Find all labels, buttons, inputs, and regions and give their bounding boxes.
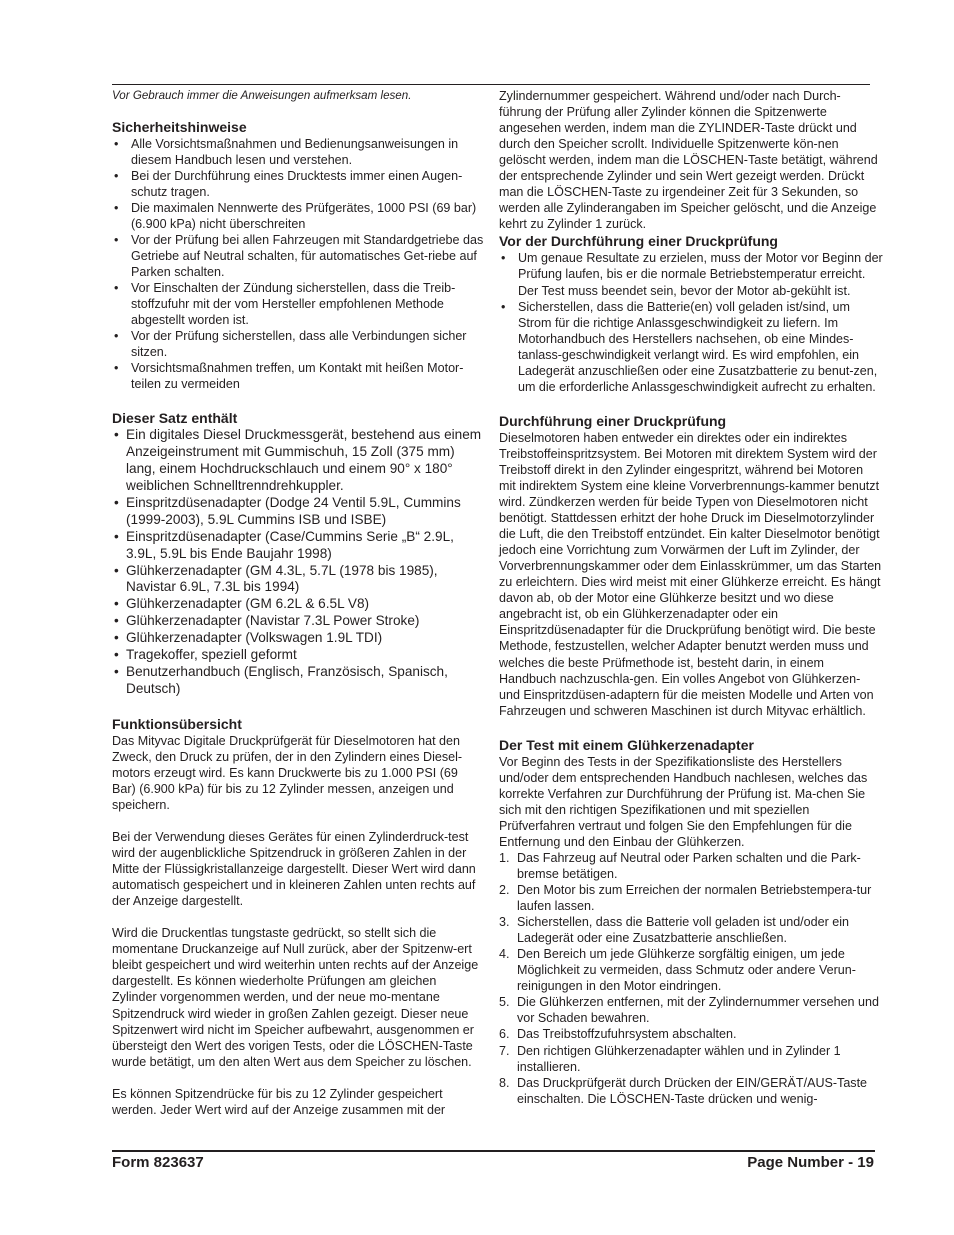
step-number: 7. xyxy=(499,1043,510,1058)
list-item xyxy=(499,914,883,946)
step-text: Das Fahrzeug auf Neutral oder Parken schalten und die Park-bremse betätigen. xyxy=(517,850,861,882)
perform-test-heading: Durchführung einer Druckprüfung xyxy=(499,412,727,429)
list-item: • Alle Vorsichtsmaßnahmen und Bedienungsanweisungen in diesem Handbuch lesen und verstehen. xyxy=(112,136,484,168)
overview-heading: Funktionsübersicht xyxy=(112,715,242,732)
bottom-rule xyxy=(112,1150,875,1152)
list-item xyxy=(499,1026,883,1042)
list-item xyxy=(499,994,883,1026)
step-text: Sicherstellen, dass die Batterie voll geladen ist und/oder ein Ladegerät oder eine Zusatzbatterie anschließen. xyxy=(517,915,849,946)
step-number: 8. xyxy=(499,1075,510,1090)
form-number: Form 823637 xyxy=(112,1154,204,1171)
list-item xyxy=(499,1043,883,1075)
step-text: Den richtigen Glühkerzenadapter wählen und in Zylinder 1 installieren. xyxy=(517,1043,841,1074)
list-item xyxy=(499,1075,883,1107)
step-number: 3. xyxy=(499,915,510,930)
continued-paragraph: Zylindernummer gespeichert. Während und/oder nach Durch-führung der Prüfung aller Zylinder können die Spitzenwerte angesehen werden, indem man die ZYLINDER-Taste drückt und durch den Speicher scrollt. Individuelle Spitzenwerte kön-nen gelöscht werden, indem man die LÖSCHEN-Taste betätigt, während der entsprechende Zylinder und sein Wert gezeigt werden. Drückt man die LÖSCHEN-Taste zu irgendeiner Zeit für 3 Sekunden, so werden alle Zylinderangaben im Speicher gelöscht, und die Anzeige kehrt zu Zylinder 1 zurück. xyxy=(499,89,878,232)
step-text: Die Glühkerzen entfernen, mit der Zylindernummer versehen und vor Schaden bewahren. xyxy=(517,995,879,1026)
step-text: Das Druckprüfgerät durch Drücken der EIN/GERÄT/AUS-Taste einschalten. Die LÖSCHEN-Taste drücken und wenig- xyxy=(517,1075,868,1106)
glow-plug-steps xyxy=(499,850,883,1107)
page-number: Page Number - 19 xyxy=(747,1154,874,1171)
glow-plug-paragraph: Vor Beginn des Tests in der Spezifikationsliste des Herstellers und/oder dem entsprechenden Handbuch nachlesen, welches das korrekte Verfahren zur Durchführung der Prüfung ist. Ma-chen Sie sich mit den richtigen Spezifikationen und mit speziellen Prüfverfahren vertraut und folgen Sie den Empfehlungen für die Entfernung und den Einbau der Glühkerzen. xyxy=(499,754,868,849)
list-item: • Einspritzdüsenadapter (Case/Cummins Serie „B“ 2.9L, 3.9L, 5.9L bis Ende Baujahr 1998) xyxy=(112,529,484,563)
top-rule xyxy=(112,84,870,85)
list-item: • Glühkerzenadapter (Volkswagen 1.9L TDI) xyxy=(112,630,484,647)
overview-paragraph: Das Mityvac Digitale Druckprüfgerät für Dieselmotoren hat den Zweck, den Druck zu prüfen, der in den Zylindern eines Diesel-motors erzeugt wird. Es kann Druckwerte bis zu 1.000 PSI (69 Bar) (6.900 kPa) für bis zu 12 Zylinder messen, anzeigen und speichern. xyxy=(112,733,463,812)
list-item: • Vor der Prüfung bei allen Fahrzeugen mit Standardgetriebe das Getriebe auf Neutral schalten, für automatisches Get-riebe auf Parken schalten. xyxy=(112,232,484,280)
list-item xyxy=(499,850,883,882)
before-test-heading: Vor der Durchführung einer Druckprüfung xyxy=(499,233,778,250)
overview-paragraph: Wird die Druckentlas tungstaste gedrückt, so stellt sich die momentane Druckanzeige auf Null zurück, aber der Spitzenw-ert bleibt gespeichert und wird weiterhin unten rechts auf der Anzeige dargestellt. Es können wiederholte Prüfungen am gleichen Zylinder vorgenommen werden, und der neue mo-mentane Spitzendruck wird wieder in großen Zahlen gezeigt. Dieser neue Spitzenwert wird nicht im Speicher aufbewahrt, ausgenommen er übersteigt den Wert des vorigen Tests, oder die LÖSCHEN-Taste wurde betätigt, um den alten Wert aus dem Speicher zu löschen. xyxy=(112,926,479,1069)
perform-test-paragraph: Dieselmotoren haben entweder ein direktes oder ein indirektes Treibstoffeinspritzsystem. Bei Motoren mit direktem System wird der Treibstoff direkt in den Zylinder eingespritzt, während bei Motoren mit indirektem System eine kleine Vorverbrennungs-kammer benutzt wird. Zündkerzen werden für beide Typen von Dieselmotoren nicht benötigt. Stattdessen erhitzt der hohe Druck im Dieselmotorzylinder die Luft, die den Treibstoff entzündet. Ein kalter Dieselmotor benötigt jedoch eine Vorrichtung zum Vorwärmen der Luft im Zylinder, der Vorverbrennungskammer oder dem Einlasskrümmer, um das Starten zu erleichtern. Dies wird meist mit einer Glühkerze erreicht. Es hängt davon ab, ob der Motor eine Glühkerze besitzt und wo diese angebracht ist, ob ein Glühkerzenadapter oder ein Einspritzdüsenadapter für die Druckprüfung benötigt wird. Die beste Methode, festzustellen, welcher Adapter benutzt werden muss und welches die beste Prüfmethode ist, besteht darin, in einem Handbuch nachzuschla-gen. Ein volles Angebot von Glühkerzen- und Einspritzdüsen-adaptern für die meisten Modelle und Arten von Fahrzeugen und schweren Maschinen ist durch Mityvac erhältlich. xyxy=(499,430,882,718)
list-item: • Sicherstellen, dass die Batterie(en) voll geladen ist/sind, um Strom für die richtige Anlassgeschwindigkeit zu liefern. Im Motorhandbuch des Herstellers nachsehen, ob eine Mindes-tanlass-geschwindigkeit verlangt wird. Es wird empfohlen, ein Ladegerät anzuschließen oder eine Zusatzbatterie zu benut-zen, um die erforderliche Anlassgeschwindigkeit aufrecht zu erhalten. xyxy=(499,299,883,395)
safety-heading: Sicherheitshinweise xyxy=(112,118,247,135)
overview-paragraph: Bei der Verwendung dieses Gerätes für einen Zylinderdruck-test wird der augenblickliche Spitzendruck in größeren Zahlen in der Mitte der Flüssigkristallanzeige dargestellt. Dieser Wert wird dann automatisch gespeichert und in kleineren Zahlen unten rechts auf der Anzeige dargestellt. xyxy=(112,830,476,909)
left-column xyxy=(112,88,484,1118)
before-test-list xyxy=(499,250,883,394)
list-item: • Benutzerhandbuch (Englisch, Französisch, Spanisch, Deutsch) xyxy=(112,664,484,698)
list-item: • Glühkerzenadapter (Navistar 7.3L Power Stroke) xyxy=(112,613,484,630)
step-number: 5. xyxy=(499,995,510,1010)
list-item: • Glühkerzenadapter (GM 4.3L, 5.7L (1978 bis 1985), Navistar 6.9L, 7.3L bis 1994) xyxy=(112,563,484,597)
step-number: 1. xyxy=(499,850,510,865)
kit-heading: Dieser Satz enthält xyxy=(112,410,238,427)
list-item: • Glühkerzenadapter (GM 6.2L & 6.5L V8) xyxy=(112,596,484,613)
list-item: • Die maximalen Nennwerte des Prüfgerätes, 1000 PSI (69 bar) (6.900 kPa) nicht überschreiten xyxy=(112,200,484,232)
list-item: • Um genaue Resultate zu erzielen, muss der Motor vor Beginn der Prüfung laufen, bis er die normale Betriebstemperatur erreicht. Der Test muss beendet sein, bevor der Motor ab-gekühlt ist. xyxy=(499,250,883,298)
list-item xyxy=(499,946,883,994)
step-number: 2. xyxy=(499,883,510,898)
list-item xyxy=(499,882,883,914)
step-text: Den Bereich um jede Glühkerze sorgfältig einigen, um jede Möglichkeit zu vermeiden, dass Schmutz oder andere Verun-reinigungen in den Motor eindringen. xyxy=(517,947,856,994)
list-item: • Vor der Prüfung sicherstellen, dass alle Verbindungen sicher sitzen. xyxy=(112,328,484,360)
step-text: Das Treibstoffzufuhrsystem abschalten. xyxy=(517,1027,737,1042)
list-item: • Tragekoffer, speziell geformt xyxy=(112,647,484,664)
step-number: 4. xyxy=(499,947,510,962)
list-item: • Vor Einschalten der Zündung sicherstellen, dass die Treib-stoffzufuhr mit der vom Hersteller empfohlenen Methode abgestellt worden ist. xyxy=(112,280,484,328)
glow-plug-heading: Der Test mit einem Glühkerzenadapter xyxy=(499,736,754,753)
step-text: Den Motor bis zum Erreichen der normalen Betriebstempera-tur laufen lassen. xyxy=(517,883,872,914)
overview-paragraph: Es können Spitzendrücke für bis zu 12 Zylinder gespeichert werden. Jeder Wert wird auf der Anzeige zusammen mit der xyxy=(112,1086,446,1117)
kit-list xyxy=(112,427,484,698)
right-column xyxy=(499,88,883,1107)
header-note: Vor Gebrauch immer die Anweisungen aufmerksam lesen. xyxy=(112,88,412,102)
safety-list xyxy=(112,136,484,393)
list-item: • Einspritzdüsenadapter (Dodge 24 Ventil 5.9L, Cummins (1999-2003), 5.9L Cummins ISB und ISBE) xyxy=(112,495,484,529)
list-item: • Vorsichtsmaßnahmen treffen, um Kontakt mit heißen Motor-teilen zu vermeiden xyxy=(112,360,484,392)
list-item: • Bei der Durchführung eines Drucktests immer einen Augen-schutz tragen. xyxy=(112,168,484,200)
list-item: • Ein digitales Diesel Druckmessgerät, bestehend aus einem Anzeigeinstrument mit Gummischuh, 15 Zoll (375 mm) lang, einem Hochdruckschlauch und einem 90° x 180° weiblichen Schnelltrenndrehkuppler. xyxy=(112,427,484,495)
step-number: 6. xyxy=(499,1027,510,1042)
